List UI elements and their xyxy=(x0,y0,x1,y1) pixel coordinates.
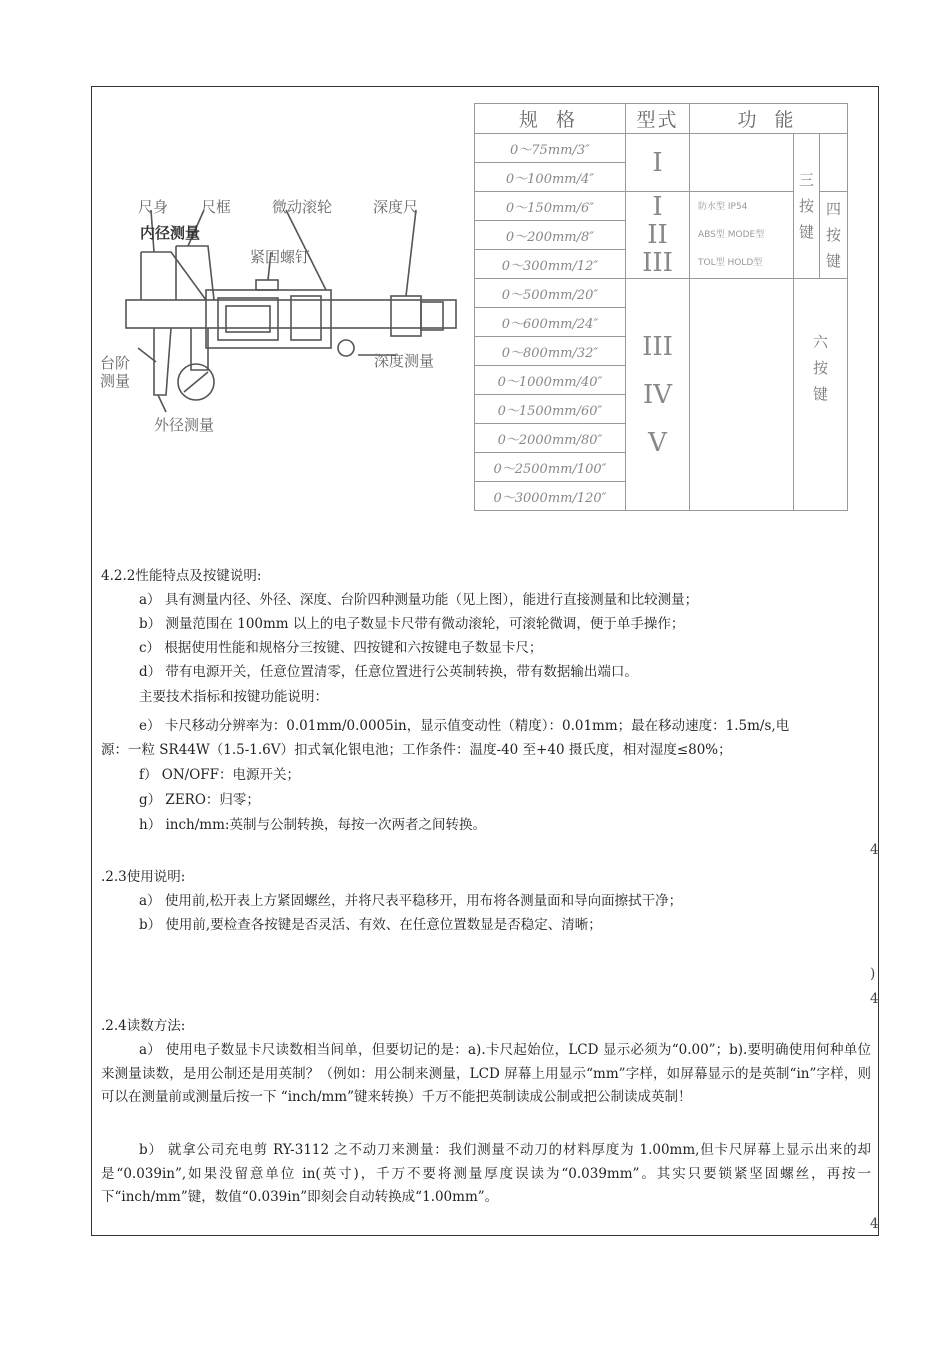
feature-list: 防水型 IP54 ABS型 MODE型 TOL型 HOLD型 xyxy=(690,192,794,279)
spec-row: 0～75mm/3″ xyxy=(475,134,626,163)
spec-row: 0～200mm/8″ xyxy=(475,221,626,250)
margin-mark: 4 xyxy=(870,1216,879,1232)
sub-heading: 主要技术指标和按键功能说明： xyxy=(139,689,328,705)
inner-jaw-shape xyxy=(141,252,206,300)
four-keys: 四 按 键 xyxy=(820,192,848,279)
label-inner-measure: 内径测量 xyxy=(140,224,201,242)
section-424-heading: .2.4读数方法: xyxy=(101,1018,186,1034)
margin-mark: ) xyxy=(870,966,876,982)
margin-mark: 4 xyxy=(870,842,879,858)
item-423-b: b） 使用前,要检查各按键是否灵活、有效、在任意位置数显是否稳定、清晰； xyxy=(139,917,602,933)
header-spec: 规 格 xyxy=(475,104,626,134)
label-depth-measure: 深度测量 xyxy=(374,352,435,370)
spec-row: 0～1000mm/40″ xyxy=(475,366,626,395)
item-422-b: b） 测量范围在 100mm 以上的电子数显卡尺带有微动滚轮，可滚轮微调，便于单手操作； xyxy=(139,616,685,632)
label-step: 台阶 xyxy=(100,354,131,372)
section-423-heading: .2.3使用说明: xyxy=(101,869,186,885)
spec-row: 0～500mm/20″ xyxy=(475,279,626,308)
spec-row: 0～300mm/12″ xyxy=(475,250,626,279)
item-424-b: b） 就拿公司充电剪 RY-3112 之不动刀来测量：我们测量不动刀的材料厚度为 1.00mm,但卡尺屏幕上显示出来的却是“0.039in”,如果没留意单位 in(英寸)，千万不要将测量厚度误读为“0.039mm”。其实只要锁紧坚固螺丝，再按一下“inch/mm”键，数值“0.039in”即刻会自动转换成“1.00mm”。 xyxy=(101,1142,871,1205)
label-ruler-frame: 尺框 xyxy=(201,198,232,216)
depth-end xyxy=(391,296,421,336)
caliper-diagram xyxy=(96,190,466,440)
type-group-3: III IV V xyxy=(626,279,690,511)
item-422-g: g） ZERO：归零； xyxy=(139,792,260,808)
item-422-c: c） 根据使用性能和规格分三按键、四按键和六按键电子数显卡尺； xyxy=(139,640,543,656)
label-depth-gauge: 深度尺 xyxy=(373,198,419,216)
three-keys: 三 按 键 xyxy=(794,134,820,279)
item-422-f: f） ON/OFF：电源开关； xyxy=(139,767,301,783)
item-424-a: a） 使用电子数显卡尺读数相当间单，但要切记的是：a).卡尺起始位，LCD 显示必须为“0.00”；b).要明确使用何种单位来测量读数，是用公制还是用英制？（例如：用公制来测量，LCD 屏幕上用显示“mm”字样，如屏幕显示的是英制“in”字样，则可以在测量前或测量后按一下 “inch/mm”键来转换）千万不能把英制读成公制或把公制读成英制！ xyxy=(101,1042,871,1105)
label-lock-screw: 紧固螺钉 xyxy=(250,248,311,266)
header-function: 功 能 xyxy=(690,104,848,134)
spec-row: 0～100mm/4″ xyxy=(475,163,626,192)
spec-row: 0～800mm/32″ xyxy=(475,337,626,366)
spec-row: 0～600mm/24″ xyxy=(475,308,626,337)
section-422-heading: 4.2.2性能特点及按键说明: xyxy=(101,568,262,584)
outer-jaw-shape xyxy=(154,328,171,395)
item-422-e-line1: e） 卡尺移动分辨率为：0.01mm/0.0005in，显示值变动性（精度）：0.01mm；最在移动速度：1.5m/s,电 xyxy=(139,718,790,734)
spec-row: 0～2500mm/100″ xyxy=(475,453,626,482)
fine-wheel xyxy=(338,340,354,356)
spec-row: 0～2000mm/80″ xyxy=(475,424,626,453)
item-422-a: a） 具有测量内径、外径、深度、台阶四种测量功能（见上图），能进行直接测量和比较测量； xyxy=(139,592,699,608)
item-422-e-line2: 源：一粒 SR44W（1.5-1.6V）扣式氧化银电池；工作条件：温度-40 至+40 摄氏度，相对湿度≤80%； xyxy=(101,742,732,758)
item-422-h: h） inch/mm:英制与公制转换，每按一次两者之间转换。 xyxy=(139,817,486,833)
lock-screw xyxy=(256,280,278,290)
label-step-measure: 测量 xyxy=(100,372,131,390)
item-423-a: a） 使用前,松开表上方紧固螺丝，并将尺表平稳移开，用布将各测量面和导向面擦拭干净； xyxy=(139,893,683,909)
item-422-d: d） 带有电源开关，任意位置清零，任意位置进行公英制转换，带有数据输出端口。 xyxy=(139,664,638,680)
type-group-1: I xyxy=(626,134,690,192)
type-group-2: I II III xyxy=(626,192,690,279)
spec-row: 0～150mm/6″ xyxy=(475,192,626,221)
spec-row: 0～1500mm/60″ xyxy=(475,395,626,424)
label-fine-wheel: 微动滚轮 xyxy=(272,198,333,216)
label-outer-measure: 外径测量 xyxy=(154,416,215,434)
label-ruler-body: 尺身 xyxy=(138,198,169,216)
header-type: 型式 xyxy=(626,104,690,134)
lcd-display xyxy=(218,298,278,340)
spec-table xyxy=(474,103,848,511)
margin-mark: 4 xyxy=(870,991,879,1007)
six-keys: 六 按 键 xyxy=(794,279,848,511)
spec-row: 0～3000mm/120″ xyxy=(475,482,626,511)
